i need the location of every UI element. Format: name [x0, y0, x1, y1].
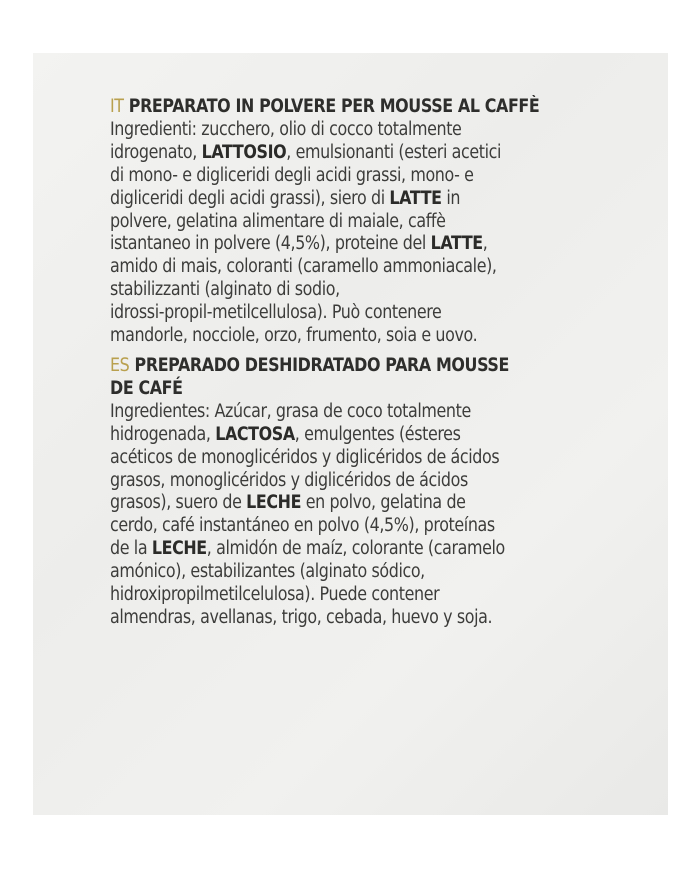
body-line: hidrogenada, LACTOSA, emulgentes (ésteres: [110, 423, 461, 445]
section-es: [110, 355, 566, 630]
body-line: di mono- e digliceridi degli acidi grassi, mono- e: [110, 164, 474, 186]
body-line: grasos, monoglicéridos y diglicéridos de ácidos: [110, 469, 468, 491]
body-line: almendras, avellanas, trigo, cebada, huevo y soja.: [110, 606, 493, 628]
allergen: LATTOSIO: [201, 141, 287, 163]
body-line: idrossi-propil-metilcellulosa). Può contenere: [110, 302, 442, 324]
heading-line: PREPARATO IN POLVERE PER MOUSSE AL CAFFÈ: [128, 96, 540, 117]
body-line: mandorle, nocciole, orzo, frumento, soia e uovo.: [110, 325, 478, 347]
body-line: istantaneo in polvere (4,5%), proteine del LATTE,: [110, 233, 488, 255]
allergen: LATTE: [430, 233, 483, 255]
body-line: grasos), suero de LECHE en polvo, gelatina de: [110, 492, 466, 514]
heading-line: DE CAFÉ: [110, 377, 183, 399]
body-line: stabilizzanti (alginato di sodio,: [110, 279, 340, 301]
body-line: Ingredientes: Azúcar, grasa de coco totalmente: [110, 400, 471, 422]
body-line: digliceridi degli acidi grassi), siero di LATTE in: [110, 187, 461, 209]
body-line: de la LECHE, almidón de maíz, colorante (caramelo: [110, 538, 505, 560]
language-code: ES: [110, 354, 130, 376]
allergen: LACTOSA: [215, 423, 295, 445]
body-line: polvere, gelatina alimentare di maiale, caffè: [110, 210, 446, 232]
body-line: hidroxipropilmetilcelulosa). Puede contener: [110, 584, 440, 606]
section-it: [110, 96, 566, 348]
section-heading: [110, 355, 566, 378]
allergen: LECHE: [246, 492, 302, 514]
body-line: amido di mais, coloranti (caramello ammoniacale),: [110, 256, 497, 278]
body-line: acéticos de monoglicéridos y diglicéridos de ácidos: [110, 446, 500, 468]
heading-line: PREPARADO DESHIDRATADO PARA MOUSSE: [134, 354, 509, 376]
allergen: LECHE: [151, 538, 207, 560]
allergen: LATTE: [389, 187, 442, 209]
language-code: IT: [110, 96, 124, 117]
body-line: cerdo, café instantáneo en polvo (4,5%), proteínas: [110, 515, 495, 537]
ingredients-label: [110, 96, 566, 630]
section-heading-cont: [110, 378, 566, 401]
body-line: idrogenato, LATTOSIO, emulsionanti (esteri acetici: [110, 141, 502, 163]
section-heading: [110, 96, 566, 119]
body-line: amónico), estabilizantes (alginato sódico,: [110, 561, 425, 583]
body-line: Ingredienti: zucchero, olio di cocco totalmente: [110, 118, 462, 140]
